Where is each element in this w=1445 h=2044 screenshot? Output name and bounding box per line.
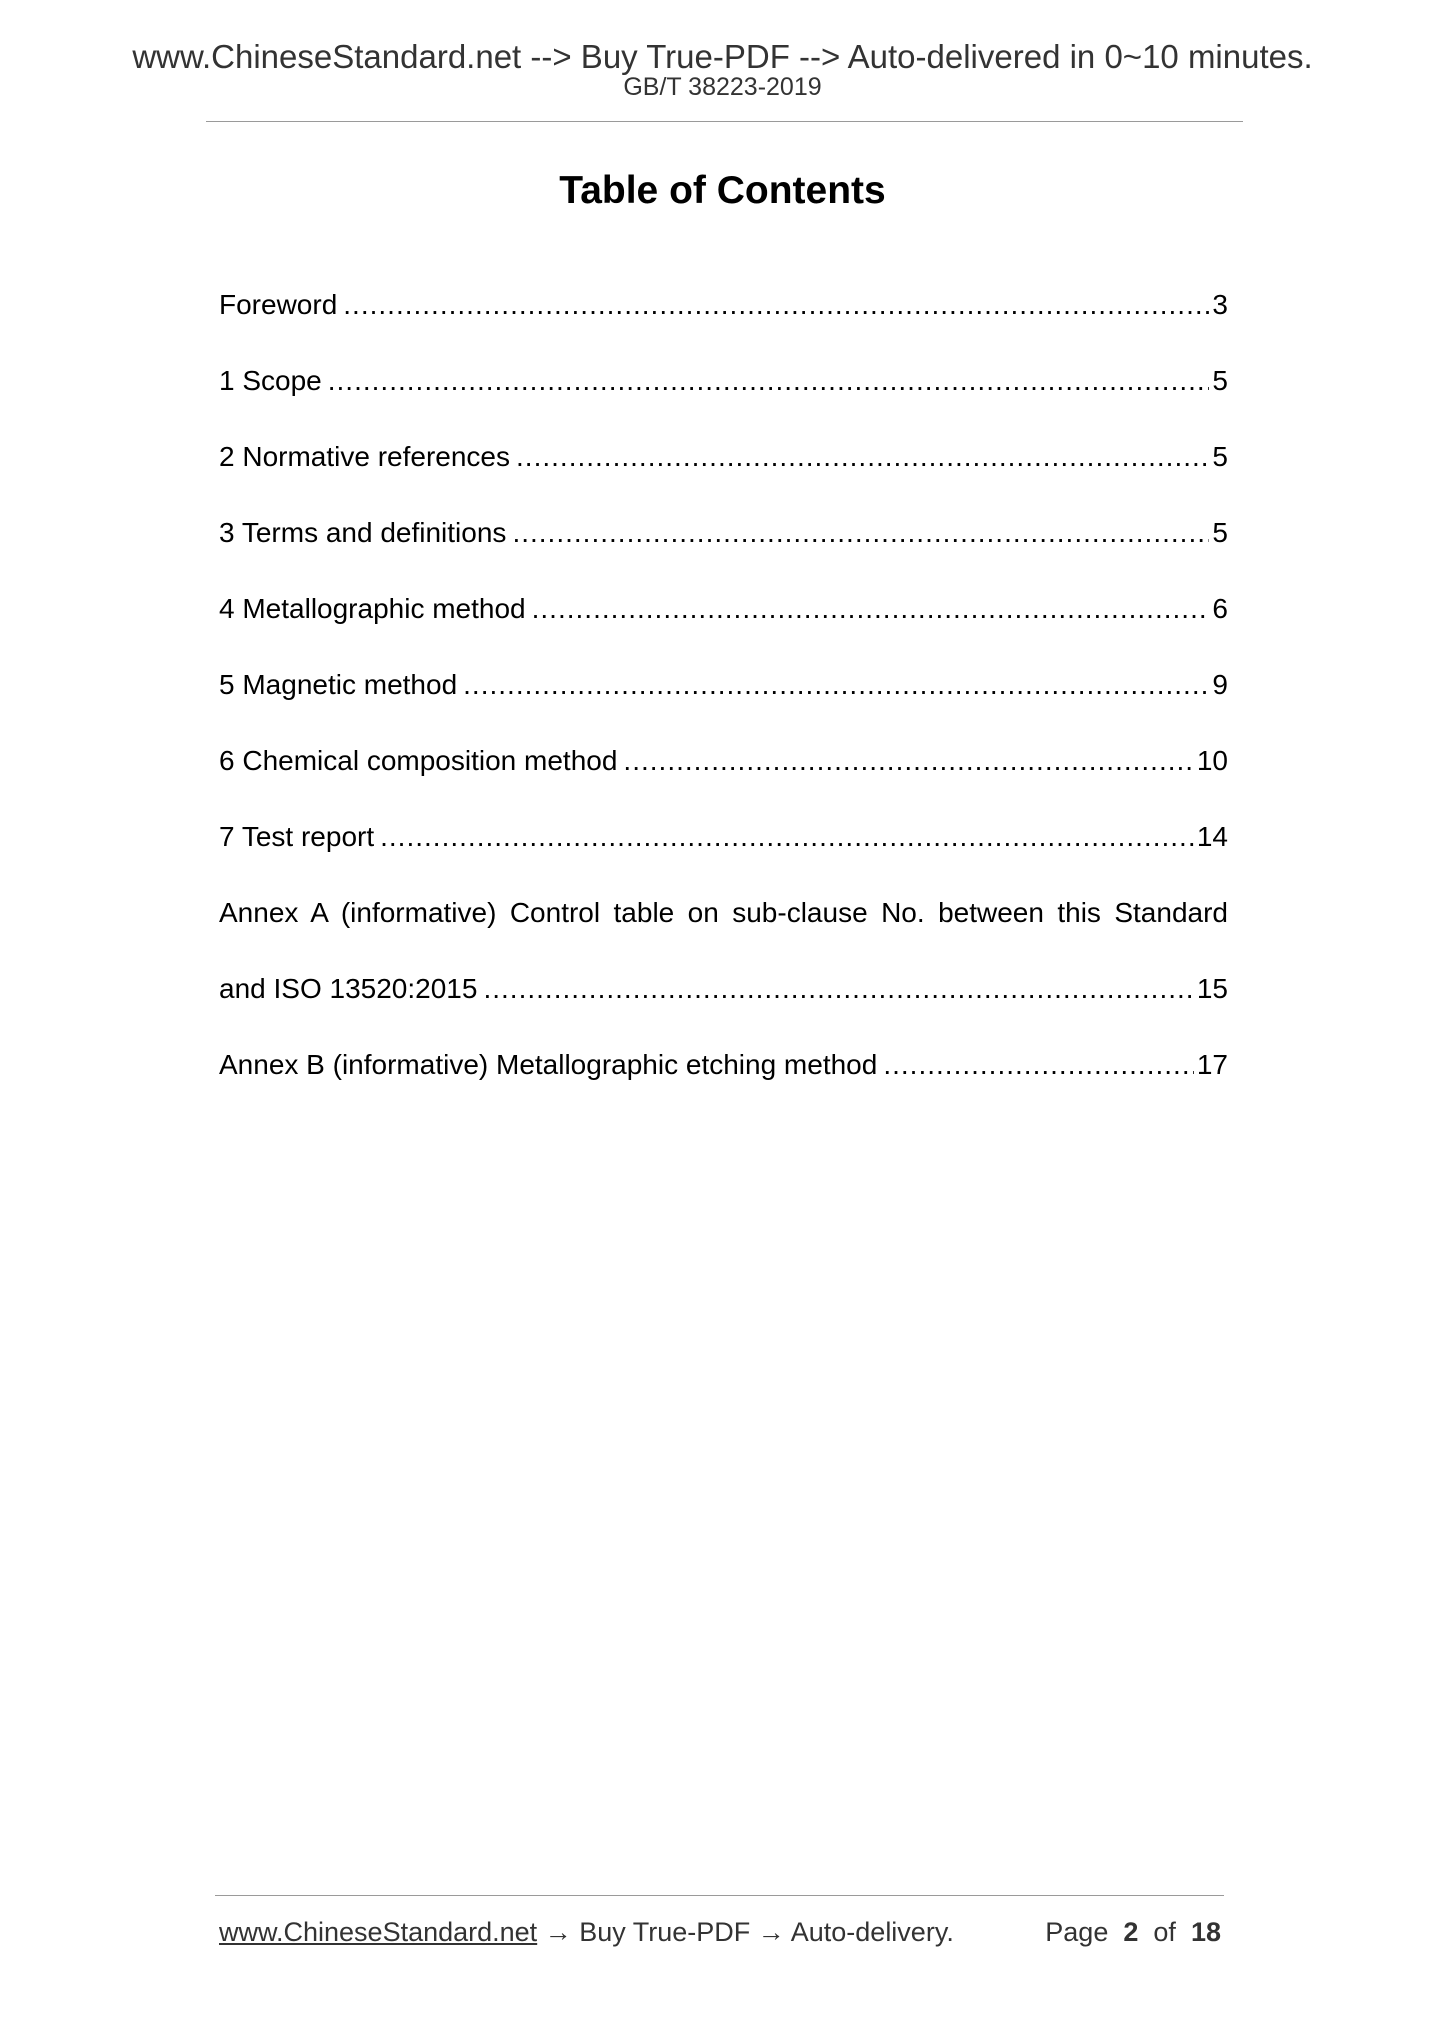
toc-entry-terms-and-definitions[interactable]	[219, 514, 1228, 552]
footer-tagline: → Buy True-PDF → Auto-delivery.	[537, 1917, 954, 1947]
toc-entry-scope[interactable]	[219, 362, 1228, 400]
toc-entry-metallographic-method[interactable]	[219, 590, 1228, 628]
toc-entry-test-report[interactable]	[219, 818, 1228, 856]
toc-entry-label: 7 Test report	[219, 821, 375, 852]
page-of: of	[1153, 1917, 1176, 1947]
site-link[interactable]: www.ChineseStandard.net	[219, 1917, 538, 1947]
toc-entry-page: 14	[1196, 821, 1228, 852]
toc-entry-page: 10	[1196, 745, 1228, 776]
dot-leader	[512, 514, 1209, 552]
dot-leader	[532, 590, 1210, 628]
toc-entry-chemical-composition-method[interactable]	[219, 742, 1228, 780]
footer-divider	[215, 1895, 1224, 1896]
toc-entry-label: 6 Chemical composition method	[219, 745, 618, 776]
toc-entry-label: 4 Metallographic method	[219, 593, 526, 624]
toc-entry-annex-b[interactable]	[219, 1046, 1228, 1084]
toc-entry-label: Foreword	[219, 289, 338, 320]
toc-entry-page: 3	[1212, 289, 1228, 320]
toc-entry-label: and ISO 13520:2015	[219, 973, 478, 1004]
table-of-contents	[219, 286, 1228, 1122]
dot-leader	[516, 438, 1209, 476]
current-page: 2	[1123, 1917, 1139, 1947]
toc-entry-page: 5	[1212, 441, 1228, 472]
toc-entry-normative-references[interactable]	[219, 438, 1228, 476]
toc-entry-label: 5 Magnetic method	[219, 669, 458, 700]
toc-entry-foreword[interactable]	[219, 286, 1228, 324]
toc-entry-annex-a-line-1[interactable]	[219, 894, 1228, 932]
toc-entry-label: 1 Scope	[219, 365, 322, 396]
toc-entry-page: 6	[1212, 593, 1228, 624]
toc-entry-label: 2 Normative references	[219, 441, 511, 472]
dot-leader	[463, 666, 1209, 704]
page-number	[1045, 1915, 1221, 1949]
page-title: Table of Contents	[559, 169, 886, 212]
toc-entry-page: 15	[1196, 973, 1228, 1004]
toc-entry-annex-a-line-2[interactable]	[219, 970, 1228, 1008]
dot-leader	[483, 970, 1193, 1008]
toc-entry-page: 17	[1196, 1049, 1228, 1080]
dot-leader	[343, 286, 1209, 324]
toc-entry-page: 5	[1212, 365, 1228, 396]
footer-left	[219, 1915, 954, 1949]
page-prefix: Page	[1045, 1917, 1109, 1947]
toc-entry-magnetic-method[interactable]	[219, 666, 1228, 704]
toc-entry-label: Annex B (informative) Metallographic etching method	[219, 1049, 878, 1080]
toc-entry-label: Annex A (informative) Control table on sub-clause No. between this Standard	[219, 897, 1228, 928]
top-banner: www.ChineseStandard.net --> Buy True-PDF --> Auto-delivered in 0~10 minutes.	[132, 38, 1313, 75]
toc-entry-page: 5	[1212, 517, 1228, 548]
toc-entry-page: 9	[1212, 669, 1228, 700]
toc-entry-label: 3 Terms and definitions	[219, 517, 507, 548]
total-pages: 18	[1190, 1917, 1221, 1947]
dot-leader	[883, 1046, 1194, 1084]
dot-leader	[380, 818, 1194, 856]
header-divider	[206, 121, 1243, 122]
document-code: GB/T 38223-2019	[623, 73, 822, 101]
dot-leader	[328, 362, 1210, 400]
dot-leader	[623, 742, 1193, 780]
